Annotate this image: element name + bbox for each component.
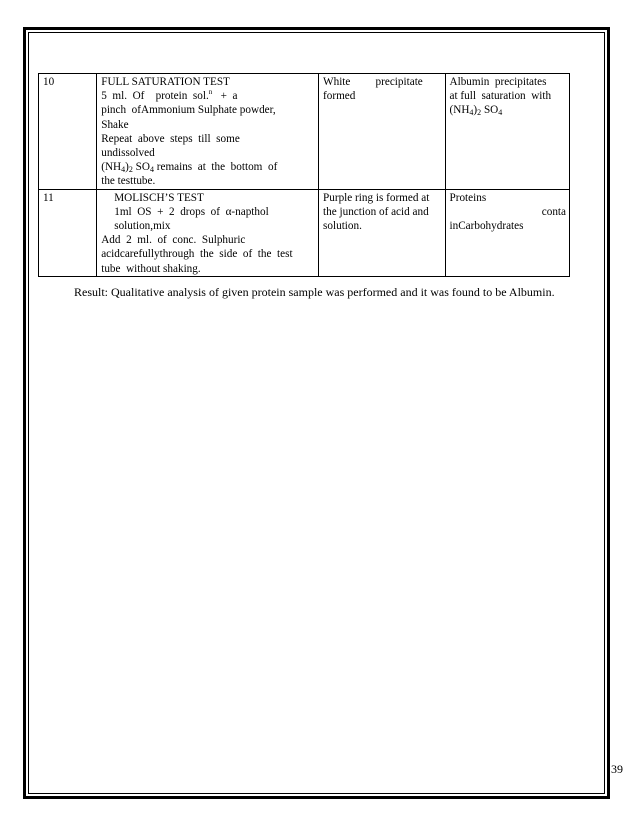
inference-line: conta: [541, 205, 566, 218]
procedure-line: pinch ofAmmonium Sulphate powder,: [101, 104, 276, 117]
test-number: 11: [43, 191, 54, 204]
inference-line: inCarbohydrates: [449, 220, 524, 233]
observation-cell: [319, 189, 445, 276]
test-number-cell: [39, 74, 97, 190]
procedure-line: solution,mix: [114, 220, 171, 233]
inference-cell: [445, 74, 569, 190]
observation-line: Purple ring is formed at: [323, 191, 430, 204]
observation-line: solution.: [323, 220, 362, 233]
procedure-line: $(NH_4)_2$ $SO_4$ remains at the bottom of: [101, 161, 278, 175]
inference-line: Albumin precipitates: [449, 76, 547, 88]
experiment-cell: [97, 74, 319, 190]
procedure-line: 1ml OS + 2 drops of α-napthol: [114, 205, 269, 218]
result-paragraph: Result: Qualitative analysis of given protein sample was performed and it was found to be Albumin.: [74, 285, 555, 299]
inference-cell: [445, 189, 569, 276]
test-title: FULL SATURATION TEST: [101, 76, 230, 88]
procedure-line: Add 2 ml. of conc. Sulphuric: [101, 234, 246, 247]
table-row: [39, 189, 570, 276]
test-number-cell: [39, 189, 97, 276]
test-title: MOLISCH’S TEST: [114, 191, 204, 204]
table-row: [39, 74, 570, 190]
test-number: 10: [43, 76, 55, 88]
procedure-line: undissolved: [101, 147, 155, 160]
procedure-line: 5 ml. Of protein sol.$^n$ + a: [101, 88, 238, 103]
procedure-line: Shake: [101, 118, 129, 131]
procedure-line: acidcarefullythrough the side of the test: [101, 248, 293, 261]
procedure-line: the testtube.: [101, 175, 156, 188]
experiment-table: [38, 73, 570, 277]
inference-line: at full saturation with: [449, 90, 552, 103]
observation-line: formed: [323, 90, 356, 103]
observation-line: the junction of acid and: [323, 205, 429, 218]
observation-line: White precipitate: [323, 76, 423, 88]
inference-line: Proteins: [449, 191, 487, 204]
procedure-line: tube without shaking.: [101, 262, 201, 275]
procedure-line: Repeat above steps till some: [101, 132, 240, 145]
inference-line: $(NH_4)_2$ $SO_4$: [449, 104, 503, 118]
page-number: 39: [611, 762, 623, 776]
observation-cell: [319, 74, 445, 190]
experiment-cell: [97, 189, 319, 276]
